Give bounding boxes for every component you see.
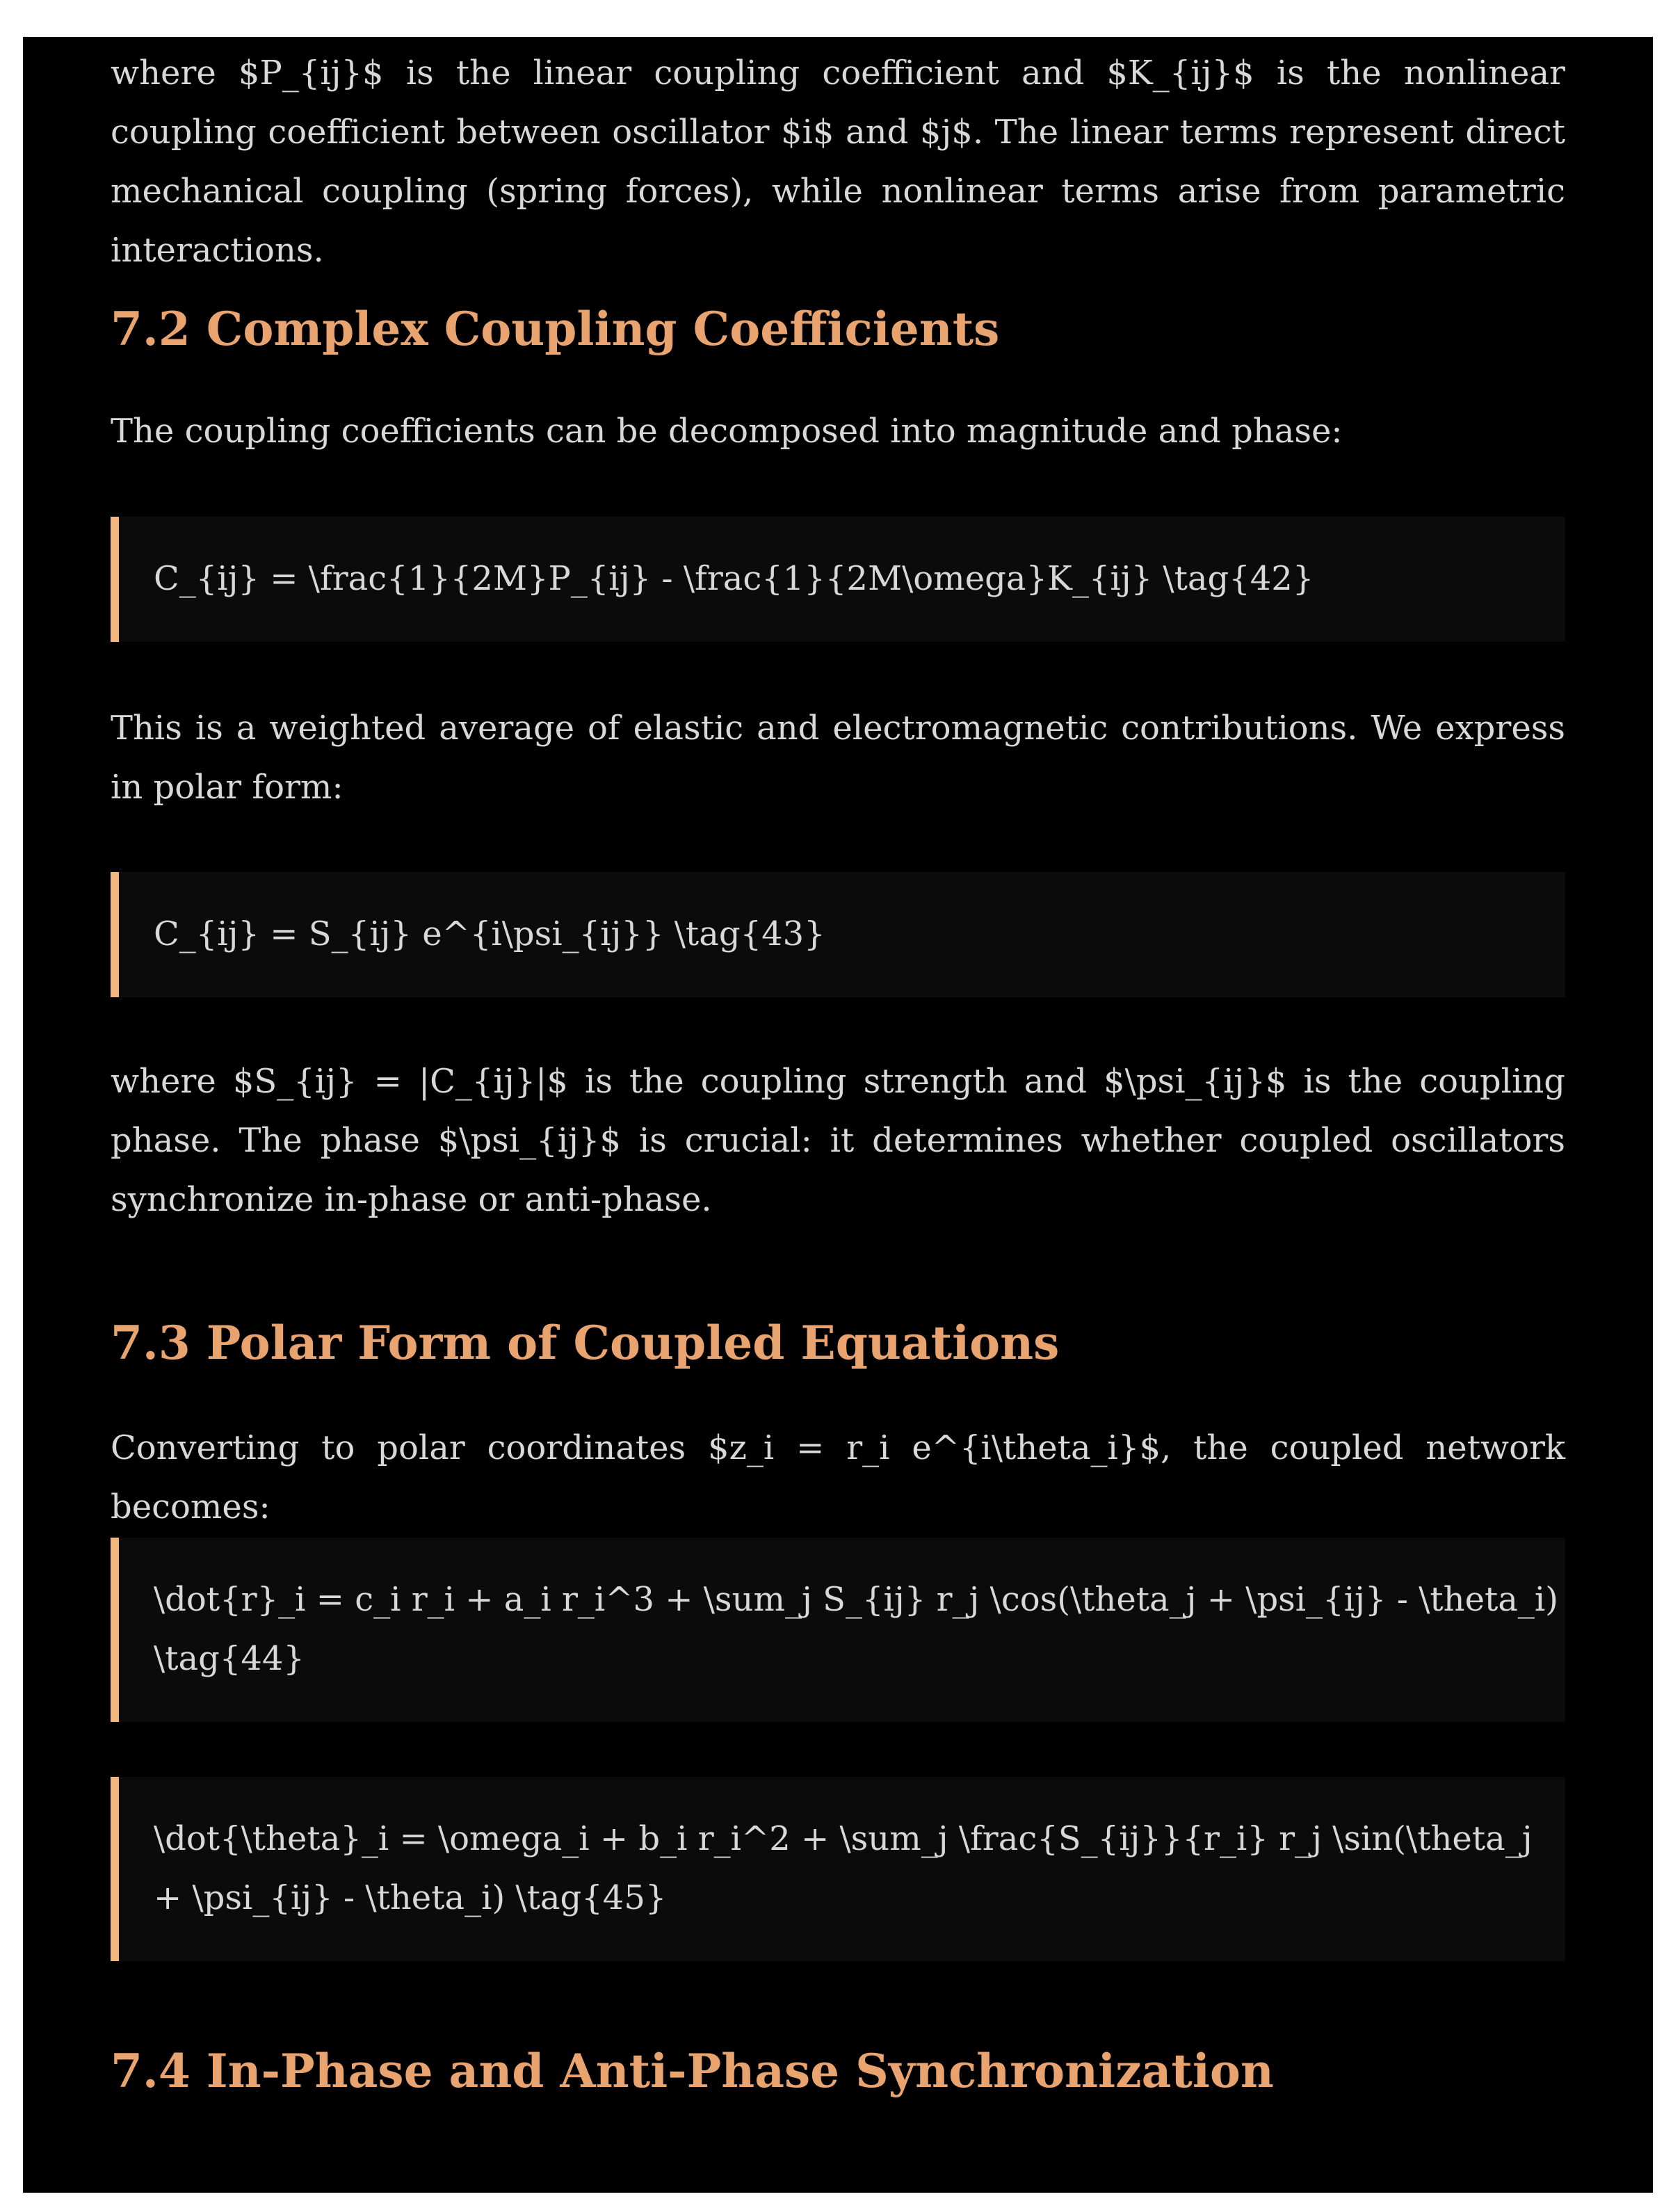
paragraph-coupling-strength-phase: where $S_{ij} = |C_{ij}|$ is the coupling strength and $\psi_{ij}$ is the coupling phase. The phase $\psi_{ij}$ is crucial: it determines whether coupled oscillators synchronize in-phase or anti-phase. [111,1062,1565,1219]
equation-block-43 [111,872,1565,997]
equation-45-text: \dot{\theta}_i = \omega_i + b_i r_i^2 + \sum_j \frac{S_{ij}}{r_i} r_j \sin(\theta_j + \psi_{ij} - \theta_i) \tag{45} [154,1819,1533,1917]
equation-44-text: \dot{r}_i = c_i r_i + a_i r_i^3 + \sum_j S_{ij} r_j \cos(\theta_j + \psi_{ij} - \theta_i) \tag{44} [154,1580,1558,1678]
section-heading-7-4: 7.4 In-Phase and Anti-Phase Synchronization [111,2044,1274,2098]
equation-43-text: C_{ij} = S_{ij} e^{i\psi_{ij}} \tag{43} [154,914,825,953]
paragraph-coupling-coefficients-definition: where $P_{ij}$ is the linear coupling coefficient and $K_{ij}$ is the nonlinear coupling coefficient between oscillator $i$ and $j$. The linear terms represent direct mechanical coupling (spring forces), while nonlinear terms arise from parametric interactions. [111,54,1565,270]
document-page [23,37,1653,2193]
equation-block-44 [111,1538,1565,1722]
paragraph-weighted-average: This is a weighted average of elastic and electromagnetic contributions. We express in polar form: [111,709,1565,807]
equation-block-42 [111,517,1565,642]
paragraph-decomposition-intro: The coupling coefficients can be decomposed into magnitude and phase: [111,412,1343,451]
equation-block-45 [111,1777,1565,1961]
section-heading-7-2: 7.2 Complex Coupling Coefficients [111,302,1000,356]
section-heading-7-3: 7.3 Polar Form of Coupled Equations [111,1316,1060,1370]
equation-42-text: C_{ij} = \frac{1}{2M}P_{ij} - \frac{1}{2M\omega}K_{ij} \tag{42} [154,559,1314,598]
paragraph-polar-coordinates: Converting to polar coordinates $z_i = r_i e^{i\theta_i}$, the coupled network becomes: [111,1428,1565,1526]
